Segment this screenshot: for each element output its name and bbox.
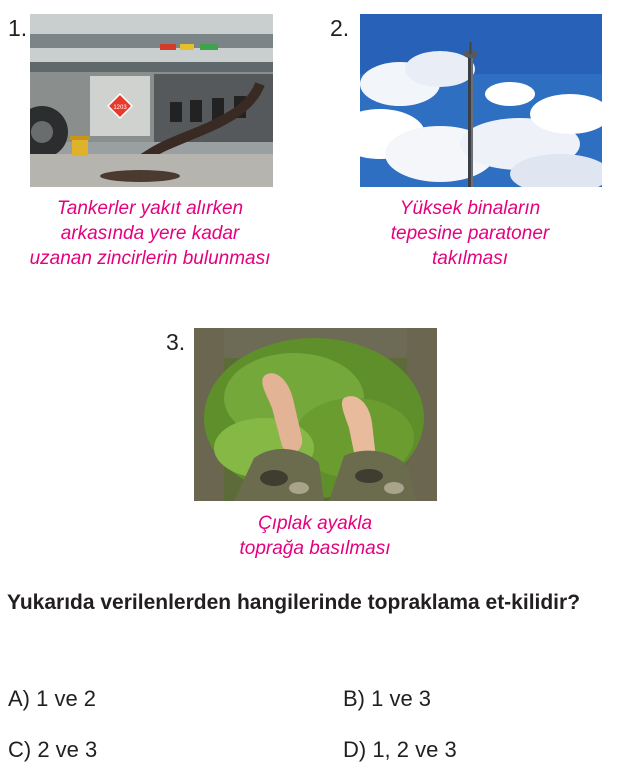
item-number-2: 2. <box>330 15 350 41</box>
barefoot-on-grass-photo <box>194 328 437 501</box>
tanker-truck-photo <box>30 14 273 187</box>
item-number-3: 3. <box>166 329 186 355</box>
item-caption-2: Yüksek binaların tepesine paratoner takılması <box>390 198 550 269</box>
item-number-1: 1. <box>8 15 28 41</box>
option-a[interactable]: A) 1 ve 2 <box>8 686 97 711</box>
hazmat-code-label: 1203 <box>113 105 127 111</box>
question-text: Yukarıda verilenlerden hangilerinde topraklama et-kilidir? <box>7 591 581 614</box>
option-d[interactable]: D) 1, 2 ve 3 <box>343 737 457 762</box>
option-b[interactable]: B) 1 ve 3 <box>343 686 432 711</box>
option-c[interactable]: C) 2 ve 3 <box>8 737 98 762</box>
item-caption-3: Çıplak ayakla toprağa basılması <box>239 513 391 559</box>
item-caption-1: Tankerler yakıt alırken arkasında yere kadar uzanan zincirlerin bulunması <box>29 198 271 269</box>
lightning-rod-photo <box>360 14 602 187</box>
